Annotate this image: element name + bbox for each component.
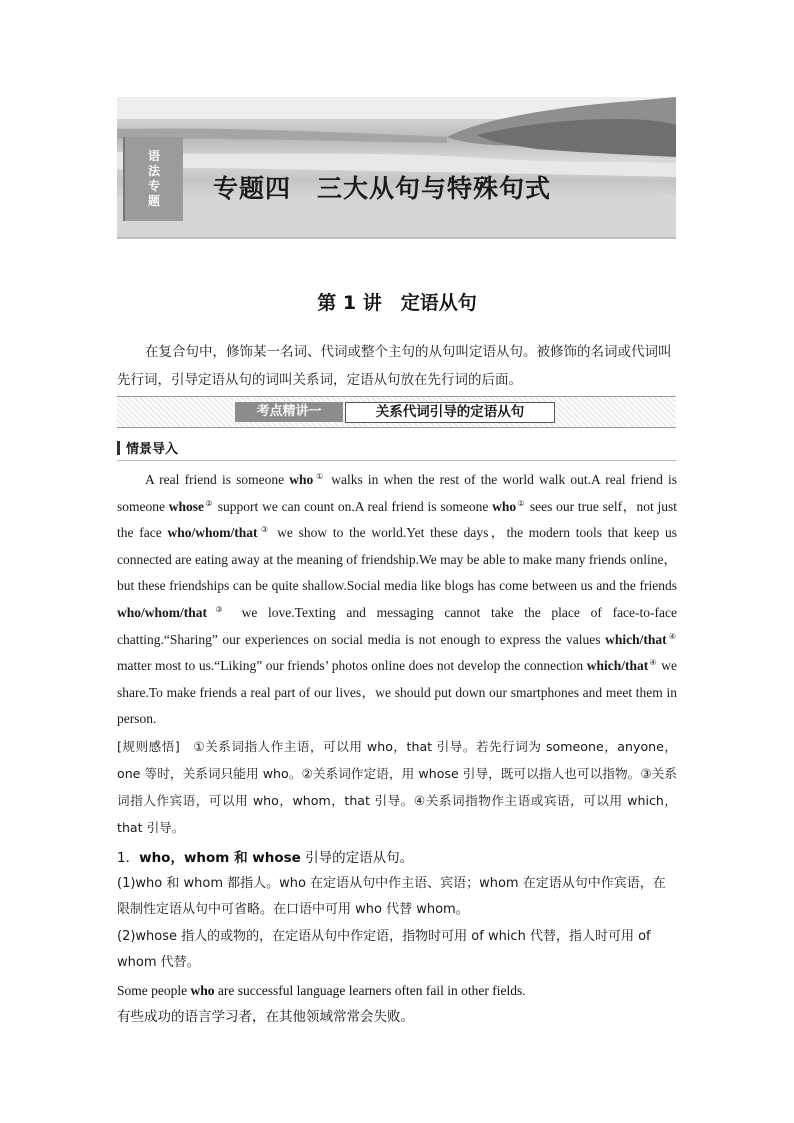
passage-text: A real friend is someone [145, 472, 290, 487]
series-tag-char: 法 [147, 164, 160, 178]
subsection-header [117, 440, 676, 461]
note-marker: ③ [208, 604, 230, 614]
lecture-title: 第 1 讲 定语从句 [317, 292, 477, 314]
series-tag-char: 题 [147, 194, 160, 208]
keyword: which/that [586, 658, 649, 674]
keyword: who [289, 472, 314, 487]
series-tag [123, 137, 183, 221]
example-text: are successful language learners often fail in other fields. [214, 983, 526, 998]
note-marker: ③ [258, 525, 271, 535]
series-tag-char: 专 [147, 179, 160, 193]
subsection-title: 情景导入 [126, 442, 179, 457]
passage-text: we love.Texting and messaging cannot take the place of face-to-face chatting.“Sharing” our experiences on social media is not enough to express the values [117, 604, 678, 647]
keyword: who/whom/that [117, 604, 208, 620]
example-translation: 有些成功的语言学习者，在其他领域常常会失败。 [117, 1009, 414, 1025]
heading-marker [117, 441, 120, 455]
explanation-item: (1)who 和 whom 都指人。who 在定语从句中作主语、宾语；whom 在定语从句中作宾语，在限制性定语从句中可省略。在口语中可用 who 代替 whom。 [117, 876, 666, 917]
keyword: who [492, 498, 517, 514]
passage-text: walks in when the rest of the world walk out.A real friend is someone [117, 472, 678, 514]
series-tag-char: 语 [147, 149, 160, 163]
chapter-banner [117, 97, 676, 239]
passage-text: we share.To make friends a real part of our lives，we should put down our smartphones and meet them in person. [117, 658, 678, 727]
example-sentence [117, 978, 677, 1004]
note-marker: ① [314, 472, 326, 481]
note-marker: ④ [667, 631, 676, 641]
keyword: whose [168, 498, 205, 514]
chapter-title: 专题四 三大从句与特殊句式 [213, 174, 552, 203]
passage-text: we show to the world.Yet these days，the modern tools that keep us connected are eating away at the meaning of friendship.We may be able to make many friends online，but these friendships can be quite shallow.Social media like blogs has come between us and the friends [117, 525, 678, 594]
explanation-item: (2)whose 指人的或物的，在定语从句中作定语，指物时可用 of which 代替，指人时可用 of whom 代替。 [117, 929, 651, 970]
passage-text: matter most to us.“Liking” our friends’ photos online does not develop the connection [117, 658, 587, 674]
note-marker: ④ [649, 658, 657, 668]
seascape-illustration [117, 97, 676, 237]
keyword: which/that [605, 631, 667, 647]
intro-paragraph: 在复合句中，修饰某一名词、代词或整个主句的从句叫定语从句。被修饰的名词或代词叫先行词，引导定语从句的词叫关系词，定语从句放在先行词的后面。 [117, 344, 672, 388]
note-marker: ② [205, 498, 214, 508]
reading-passage [117, 467, 677, 733]
keyword: who [190, 983, 215, 998]
point-tail: 引导的定语从句。 [300, 850, 414, 866]
note-marker: ① [517, 498, 526, 508]
point-keywords: who，whom 和 whose [139, 850, 301, 866]
section-title-label: 关系代词引导的定语从句 [345, 402, 555, 423]
passage-text: support we can count on.A real friend is someone [214, 498, 493, 514]
example-text: Some people [117, 983, 191, 998]
rules-summary: [规则感悟] ①关系词指人作主语，可以用 who，that 引导。若先行词为 someone，anyone，one 等时，关系词只能用 who。②关系词作定语，用 whose 引导，既可以指人也可以指物。③关系词指人作宾语，可以用 who，whom，that 引导。④关系词指物作主语或宾语，可以用 which，that 引导。 [117, 739, 677, 835]
section-number-label: 考点精讲一 [235, 402, 343, 422]
keyword: who/whom/that [167, 525, 258, 541]
passage-text: sees our true self，not just the face [117, 498, 678, 541]
point-number: 1． [117, 850, 140, 866]
point-heading [117, 845, 677, 871]
section-header [117, 396, 676, 428]
